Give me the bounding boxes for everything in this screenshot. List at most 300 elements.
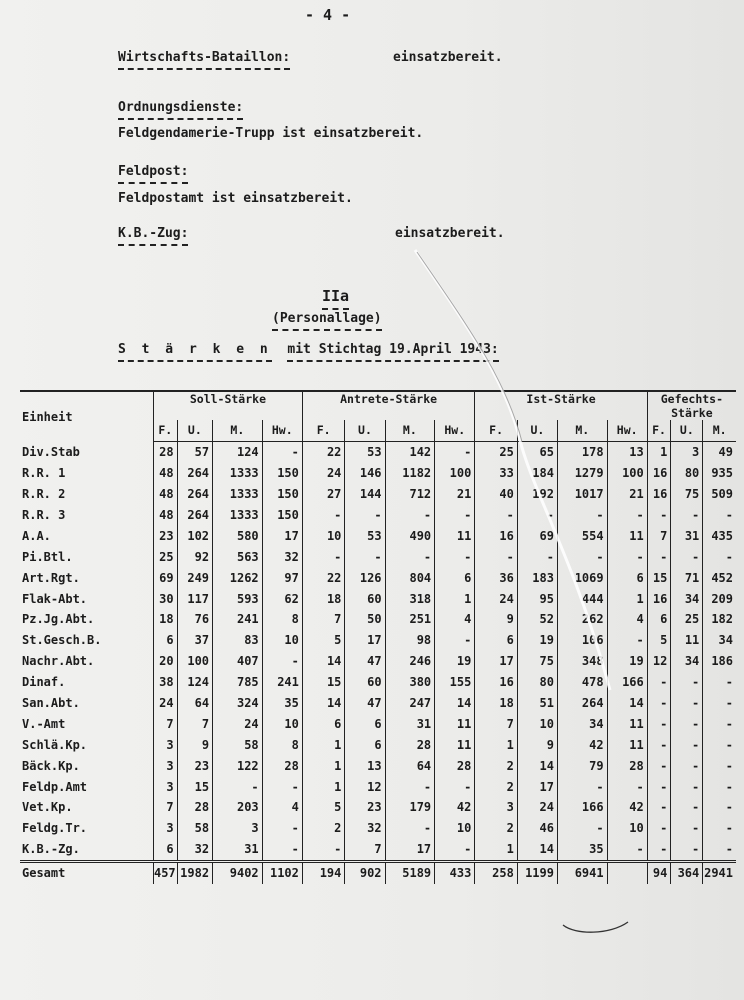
value-cell: 28: [385, 734, 435, 755]
value-cell: 3: [153, 755, 177, 776]
value-cell: 1: [302, 734, 345, 755]
value-cell: -: [475, 505, 518, 526]
unit-cell: San.Abt.: [22, 696, 80, 711]
value-cell: 25: [475, 441, 518, 462]
value-cell: 13: [345, 755, 385, 776]
value-cell: 21: [607, 484, 647, 505]
value-cell: 34: [671, 588, 703, 609]
value-cell: -: [703, 734, 736, 755]
unit-cell: Feldp.Amt: [22, 779, 88, 794]
value-cell: 247: [385, 693, 435, 714]
value-cell: 150: [262, 463, 302, 484]
value-cell: 324: [213, 693, 263, 714]
value-cell: 178: [557, 441, 607, 462]
unit-cell: V.-Amt: [22, 716, 66, 731]
value-cell: 14: [607, 693, 647, 714]
value-cell: 65: [517, 441, 557, 462]
value-cell: -: [671, 734, 703, 755]
value-cell: 51: [517, 693, 557, 714]
value-cell: 9: [475, 609, 518, 630]
value-cell: 31: [671, 525, 703, 546]
value-cell: 100: [607, 463, 647, 484]
value-cell: 11: [435, 525, 475, 546]
value-cell: 11: [607, 713, 647, 734]
value-cell: 14: [302, 693, 345, 714]
value-cell: 184: [517, 463, 557, 484]
value-cell: 262: [557, 609, 607, 630]
value-cell: 6: [607, 567, 647, 588]
value-cell: 13: [607, 441, 647, 462]
value-cell: 364: [671, 861, 703, 883]
subheader-2-4: Hw.: [435, 420, 475, 441]
unit-name-4: K.B.-Zug:: [118, 226, 188, 241]
unit-cell: Gesamt: [20, 861, 153, 883]
value-cell: 150: [262, 505, 302, 526]
value-cell: 15: [647, 567, 671, 588]
value-cell: -: [671, 693, 703, 714]
value-cell: 75: [517, 651, 557, 672]
unit-cell: Vet.Kp.: [22, 800, 73, 815]
unit-cell: Pz.Jg.Abt.: [22, 612, 95, 627]
value-cell: 435: [703, 525, 736, 546]
value-cell: 785: [213, 672, 263, 693]
value-cell: -: [213, 776, 263, 797]
value-cell: 8: [262, 734, 302, 755]
value-cell: 19: [435, 651, 475, 672]
value-cell: 5: [302, 630, 345, 651]
value-cell: 30: [153, 588, 177, 609]
unit-name-3: Feldpost:: [118, 164, 188, 179]
value-cell: 16: [647, 588, 671, 609]
value-cell: -: [435, 441, 475, 462]
subheader-3-2: U.: [517, 420, 557, 441]
value-cell: -: [302, 546, 345, 567]
value-cell: 150: [262, 484, 302, 505]
subheader-1-2: U.: [177, 420, 212, 441]
value-cell: 554: [557, 525, 607, 546]
value-cell: 3: [153, 734, 177, 755]
value-cell: 124: [213, 441, 263, 462]
value-cell: 452: [703, 567, 736, 588]
value-cell: 2: [475, 755, 518, 776]
value-cell: 18: [153, 609, 177, 630]
value-cell: 12: [345, 776, 385, 797]
value-cell: -: [302, 839, 345, 861]
value-cell: -: [703, 693, 736, 714]
value-cell: 7: [153, 713, 177, 734]
value-cell: 1: [607, 588, 647, 609]
value-cell: -: [703, 546, 736, 567]
unit-cell: R.R. 3: [22, 508, 66, 522]
value-cell: 249: [177, 567, 212, 588]
value-cell: 75: [671, 484, 703, 505]
value-cell: 1: [302, 755, 345, 776]
value-cell: 478: [557, 672, 607, 693]
value-cell: 433: [435, 861, 475, 883]
value-cell: -: [345, 505, 385, 526]
value-cell: 18: [475, 693, 518, 714]
value-cell: 7: [647, 525, 671, 546]
value-cell: -: [703, 755, 736, 776]
value-cell: 79: [557, 755, 607, 776]
value-cell: 57: [177, 441, 212, 462]
value-cell: -: [435, 505, 475, 526]
page-number: - 4 -: [305, 6, 351, 24]
value-cell: 209: [703, 588, 736, 609]
value-cell: 60: [345, 588, 385, 609]
value-cell: 3: [475, 797, 518, 818]
unit-cell: A.A.: [22, 528, 51, 543]
value-cell: 2: [302, 818, 345, 839]
value-cell: 6: [435, 567, 475, 588]
value-cell: 24: [213, 713, 263, 734]
value-cell: -: [517, 546, 557, 567]
value-cell: -: [671, 818, 703, 839]
value-cell: -: [703, 818, 736, 839]
value-cell: 14: [517, 839, 557, 861]
value-cell: 34: [671, 651, 703, 672]
value-cell: 1333: [213, 463, 263, 484]
value-cell: -: [607, 630, 647, 651]
value-cell: 31: [385, 713, 435, 734]
value-cell: 40: [475, 484, 518, 505]
unit-cell: Nachr.Abt.: [22, 654, 95, 669]
value-cell: -: [385, 776, 435, 797]
value-cell: 7: [302, 609, 345, 630]
value-cell: -: [671, 776, 703, 797]
value-cell: 16: [475, 525, 518, 546]
value-cell: 6: [345, 734, 385, 755]
value-cell: -: [435, 630, 475, 651]
value-cell: -: [647, 734, 671, 755]
value-cell: -: [607, 546, 647, 567]
value-cell: -: [703, 713, 736, 734]
value-cell: 11: [671, 630, 703, 651]
value-cell: 76: [177, 609, 212, 630]
value-cell: 23: [177, 755, 212, 776]
subheader-1-4: Hw.: [262, 420, 302, 441]
value-cell: 11: [435, 734, 475, 755]
value-cell: -: [385, 505, 435, 526]
value-cell: -: [647, 672, 671, 693]
value-cell: 3: [671, 441, 703, 462]
value-cell: 3: [153, 818, 177, 839]
value-cell: 4: [262, 797, 302, 818]
value-cell: -: [607, 776, 647, 797]
value-cell: -: [647, 693, 671, 714]
value-cell: 97: [262, 567, 302, 588]
unit-cell: R.R. 2: [22, 487, 66, 502]
value-cell: 83: [213, 630, 263, 651]
value-cell: 10: [302, 525, 345, 546]
group-gefechts: Gefechts-Stärke: [647, 391, 736, 420]
value-cell: 102: [177, 525, 212, 546]
unit-cell: K.B.-Zg.: [22, 842, 80, 857]
subheader-2-1: F.: [302, 420, 345, 441]
value-cell: -: [435, 546, 475, 567]
value-cell: 21: [435, 484, 475, 505]
value-cell: 6941: [557, 861, 607, 883]
subheader-2-3: M.: [385, 420, 435, 441]
value-cell: 28: [435, 755, 475, 776]
value-cell: -: [647, 839, 671, 861]
value-cell: 6: [153, 839, 177, 861]
value-cell: 10: [262, 713, 302, 734]
value-cell: 1: [302, 776, 345, 797]
value-cell: 49: [703, 441, 736, 462]
value-cell: 580: [213, 525, 263, 546]
unit-cell: Dinaf.: [22, 675, 66, 690]
value-cell: 192: [517, 484, 557, 505]
value-cell: -: [647, 818, 671, 839]
value-cell: 1199: [517, 861, 557, 883]
unit-status-2: Feldgendamerie-Trupp ist einsatzbereit.: [118, 126, 424, 141]
value-cell: 194: [302, 861, 345, 883]
value-cell: 8: [262, 609, 302, 630]
unit-status-3: Feldpostamt ist einsatzbereit.: [118, 191, 353, 206]
value-cell: 34: [703, 630, 736, 651]
value-cell: -: [703, 839, 736, 861]
value-cell: 7: [345, 839, 385, 861]
value-cell: 48: [153, 505, 177, 526]
value-cell: 318: [385, 588, 435, 609]
value-cell: 380: [385, 672, 435, 693]
value-cell: 24: [475, 588, 518, 609]
value-cell: 47: [345, 693, 385, 714]
value-cell: 348: [557, 651, 607, 672]
value-cell: 14: [302, 651, 345, 672]
value-cell: 16: [647, 463, 671, 484]
value-cell: 58: [177, 818, 212, 839]
value-cell: 38: [153, 672, 177, 693]
value-cell: 15: [177, 776, 212, 797]
value-cell: -: [262, 839, 302, 861]
value-cell: -: [647, 797, 671, 818]
value-cell: 804: [385, 567, 435, 588]
value-cell: 5: [647, 630, 671, 651]
value-cell: 28: [153, 441, 177, 462]
value-cell: 241: [213, 609, 263, 630]
value-cell: 7: [177, 713, 212, 734]
value-cell: 4: [607, 609, 647, 630]
value-cell: 17: [475, 651, 518, 672]
value-cell: 258: [475, 861, 518, 883]
value-cell: 11: [607, 525, 647, 546]
value-cell: 1017: [557, 484, 607, 505]
value-cell: -: [647, 713, 671, 734]
value-cell: 28: [262, 755, 302, 776]
value-cell: 35: [557, 839, 607, 861]
value-cell: -: [557, 546, 607, 567]
value-cell: 69: [153, 567, 177, 588]
value-cell: -: [671, 839, 703, 861]
value-cell: 712: [385, 484, 435, 505]
value-cell: 146: [345, 463, 385, 484]
value-cell: 6: [647, 609, 671, 630]
value-cell: 563: [213, 546, 263, 567]
value-cell: -: [671, 546, 703, 567]
value-cell: 246: [385, 651, 435, 672]
value-cell: 5189: [385, 861, 435, 883]
value-cell: 106: [557, 630, 607, 651]
value-cell: 7: [153, 797, 177, 818]
value-cell: 53: [345, 525, 385, 546]
value-cell: -: [671, 672, 703, 693]
value-cell: -: [703, 672, 736, 693]
value-cell: -: [557, 776, 607, 797]
value-cell: 24: [153, 693, 177, 714]
value-cell: 25: [153, 546, 177, 567]
value-cell: -: [607, 839, 647, 861]
group-antrete: Antrete-Stärke: [302, 391, 474, 420]
value-cell: 6: [153, 630, 177, 651]
value-cell: -: [385, 818, 435, 839]
group-ist: Ist-Stärke: [475, 391, 647, 420]
value-cell: 144: [345, 484, 385, 505]
value-cell: 60: [345, 672, 385, 693]
unit-name-2: Ordnungsdienste:: [118, 100, 243, 115]
value-cell: 80: [517, 672, 557, 693]
value-cell: 182: [703, 609, 736, 630]
value-cell: 64: [177, 693, 212, 714]
value-cell: 24: [302, 463, 345, 484]
group-soll: Soll-Stärke: [153, 391, 302, 420]
value-cell: 95: [517, 588, 557, 609]
value-cell: -: [703, 776, 736, 797]
value-cell: 19: [517, 630, 557, 651]
value-cell: 47: [345, 651, 385, 672]
heading-spaced: S t ä r k e n: [118, 342, 272, 362]
value-cell: 264: [177, 463, 212, 484]
value-cell: 203: [213, 797, 263, 818]
subheader-1-3: M.: [213, 420, 263, 441]
value-cell: 1: [475, 734, 518, 755]
value-cell: 186: [703, 651, 736, 672]
value-cell: 407: [213, 651, 263, 672]
heading-rest: mit Stichtag 19.April 1943:: [287, 342, 498, 362]
value-cell: 22: [302, 441, 345, 462]
value-cell: 16: [647, 484, 671, 505]
value-cell: -: [557, 505, 607, 526]
value-cell: 1069: [557, 567, 607, 588]
value-cell: 264: [177, 505, 212, 526]
value-cell: 9: [517, 734, 557, 755]
value-cell: -: [557, 818, 607, 839]
value-cell: 33: [475, 463, 518, 484]
value-cell: 124: [177, 672, 212, 693]
subheader-4-3: M.: [703, 420, 736, 441]
value-cell: 94: [647, 861, 671, 883]
value-cell: 19: [607, 651, 647, 672]
value-cell: -: [703, 505, 736, 526]
value-cell: 264: [557, 693, 607, 714]
value-cell: -: [671, 505, 703, 526]
value-cell: -: [345, 546, 385, 567]
value-cell: 935: [703, 463, 736, 484]
value-cell: 902: [345, 861, 385, 883]
value-cell: 17: [345, 630, 385, 651]
value-cell: -: [302, 505, 345, 526]
value-cell: 48: [153, 484, 177, 505]
value-cell: 6: [302, 713, 345, 734]
value-cell: -: [475, 546, 518, 567]
subheader-1-1: F.: [153, 420, 177, 441]
value-cell: 98: [385, 630, 435, 651]
value-cell: 100: [435, 463, 475, 484]
value-cell: 11: [607, 734, 647, 755]
value-cell: 32: [345, 818, 385, 839]
value-cell: 27: [302, 484, 345, 505]
unit-name-1: Wirtschafts-Bataillon:: [118, 50, 290, 65]
unit-status-1: einsatzbereit.: [393, 50, 503, 65]
value-cell: 1279: [557, 463, 607, 484]
value-cell: 1102: [262, 861, 302, 883]
value-cell: 1182: [385, 463, 435, 484]
value-cell: 20: [153, 651, 177, 672]
value-cell: -: [435, 776, 475, 797]
value-cell: 1333: [213, 484, 263, 505]
value-cell: 6: [345, 713, 385, 734]
value-cell: 1333: [213, 505, 263, 526]
value-cell: 183: [517, 567, 557, 588]
value-cell: 28: [607, 755, 647, 776]
unit-cell: Art.Rgt.: [22, 570, 80, 585]
value-cell: 32: [177, 839, 212, 861]
value-cell: 17: [262, 525, 302, 546]
value-cell: 7: [475, 713, 518, 734]
value-cell: 1: [647, 441, 671, 462]
value-cell: 52: [517, 609, 557, 630]
value-cell: 593: [213, 588, 263, 609]
value-cell: -: [647, 505, 671, 526]
value-cell: -: [385, 546, 435, 567]
value-cell: 509: [703, 484, 736, 505]
value-cell: 32: [262, 546, 302, 567]
value-cell: 9: [177, 734, 212, 755]
value-cell: -: [647, 546, 671, 567]
handwritten-bracket: [563, 922, 628, 932]
unit-cell: Bäck.Kp.: [22, 758, 80, 773]
value-cell: 3: [153, 776, 177, 797]
value-cell: 64: [385, 755, 435, 776]
value-cell: 6: [475, 630, 518, 651]
value-cell: 42: [607, 797, 647, 818]
value-cell: 22: [302, 567, 345, 588]
subheader-3-1: F.: [475, 420, 518, 441]
value-cell: 48: [153, 463, 177, 484]
section-number: IIa: [322, 287, 349, 305]
section-subtitle: (Personallage): [272, 311, 382, 326]
value-cell: 2941: [703, 861, 736, 883]
value-cell: 142: [385, 441, 435, 462]
subheader-2-2: U.: [345, 420, 385, 441]
value-cell: 166: [557, 797, 607, 818]
value-cell: -: [435, 839, 475, 861]
value-cell: 18: [302, 588, 345, 609]
unit-cell: Div.Stab: [22, 445, 80, 460]
value-cell: 2: [475, 776, 518, 797]
value-cell: 50: [345, 609, 385, 630]
value-cell: 179: [385, 797, 435, 818]
value-cell: 5: [302, 797, 345, 818]
value-cell: 10: [607, 818, 647, 839]
value-cell: 17: [385, 839, 435, 861]
subheader-4-1: F.: [647, 420, 671, 441]
unit-status-4: einsatzbereit.: [395, 226, 505, 241]
unit-cell: Feldg.Tr.: [22, 821, 88, 836]
value-cell: 71: [671, 567, 703, 588]
value-cell: 9402: [213, 861, 263, 883]
